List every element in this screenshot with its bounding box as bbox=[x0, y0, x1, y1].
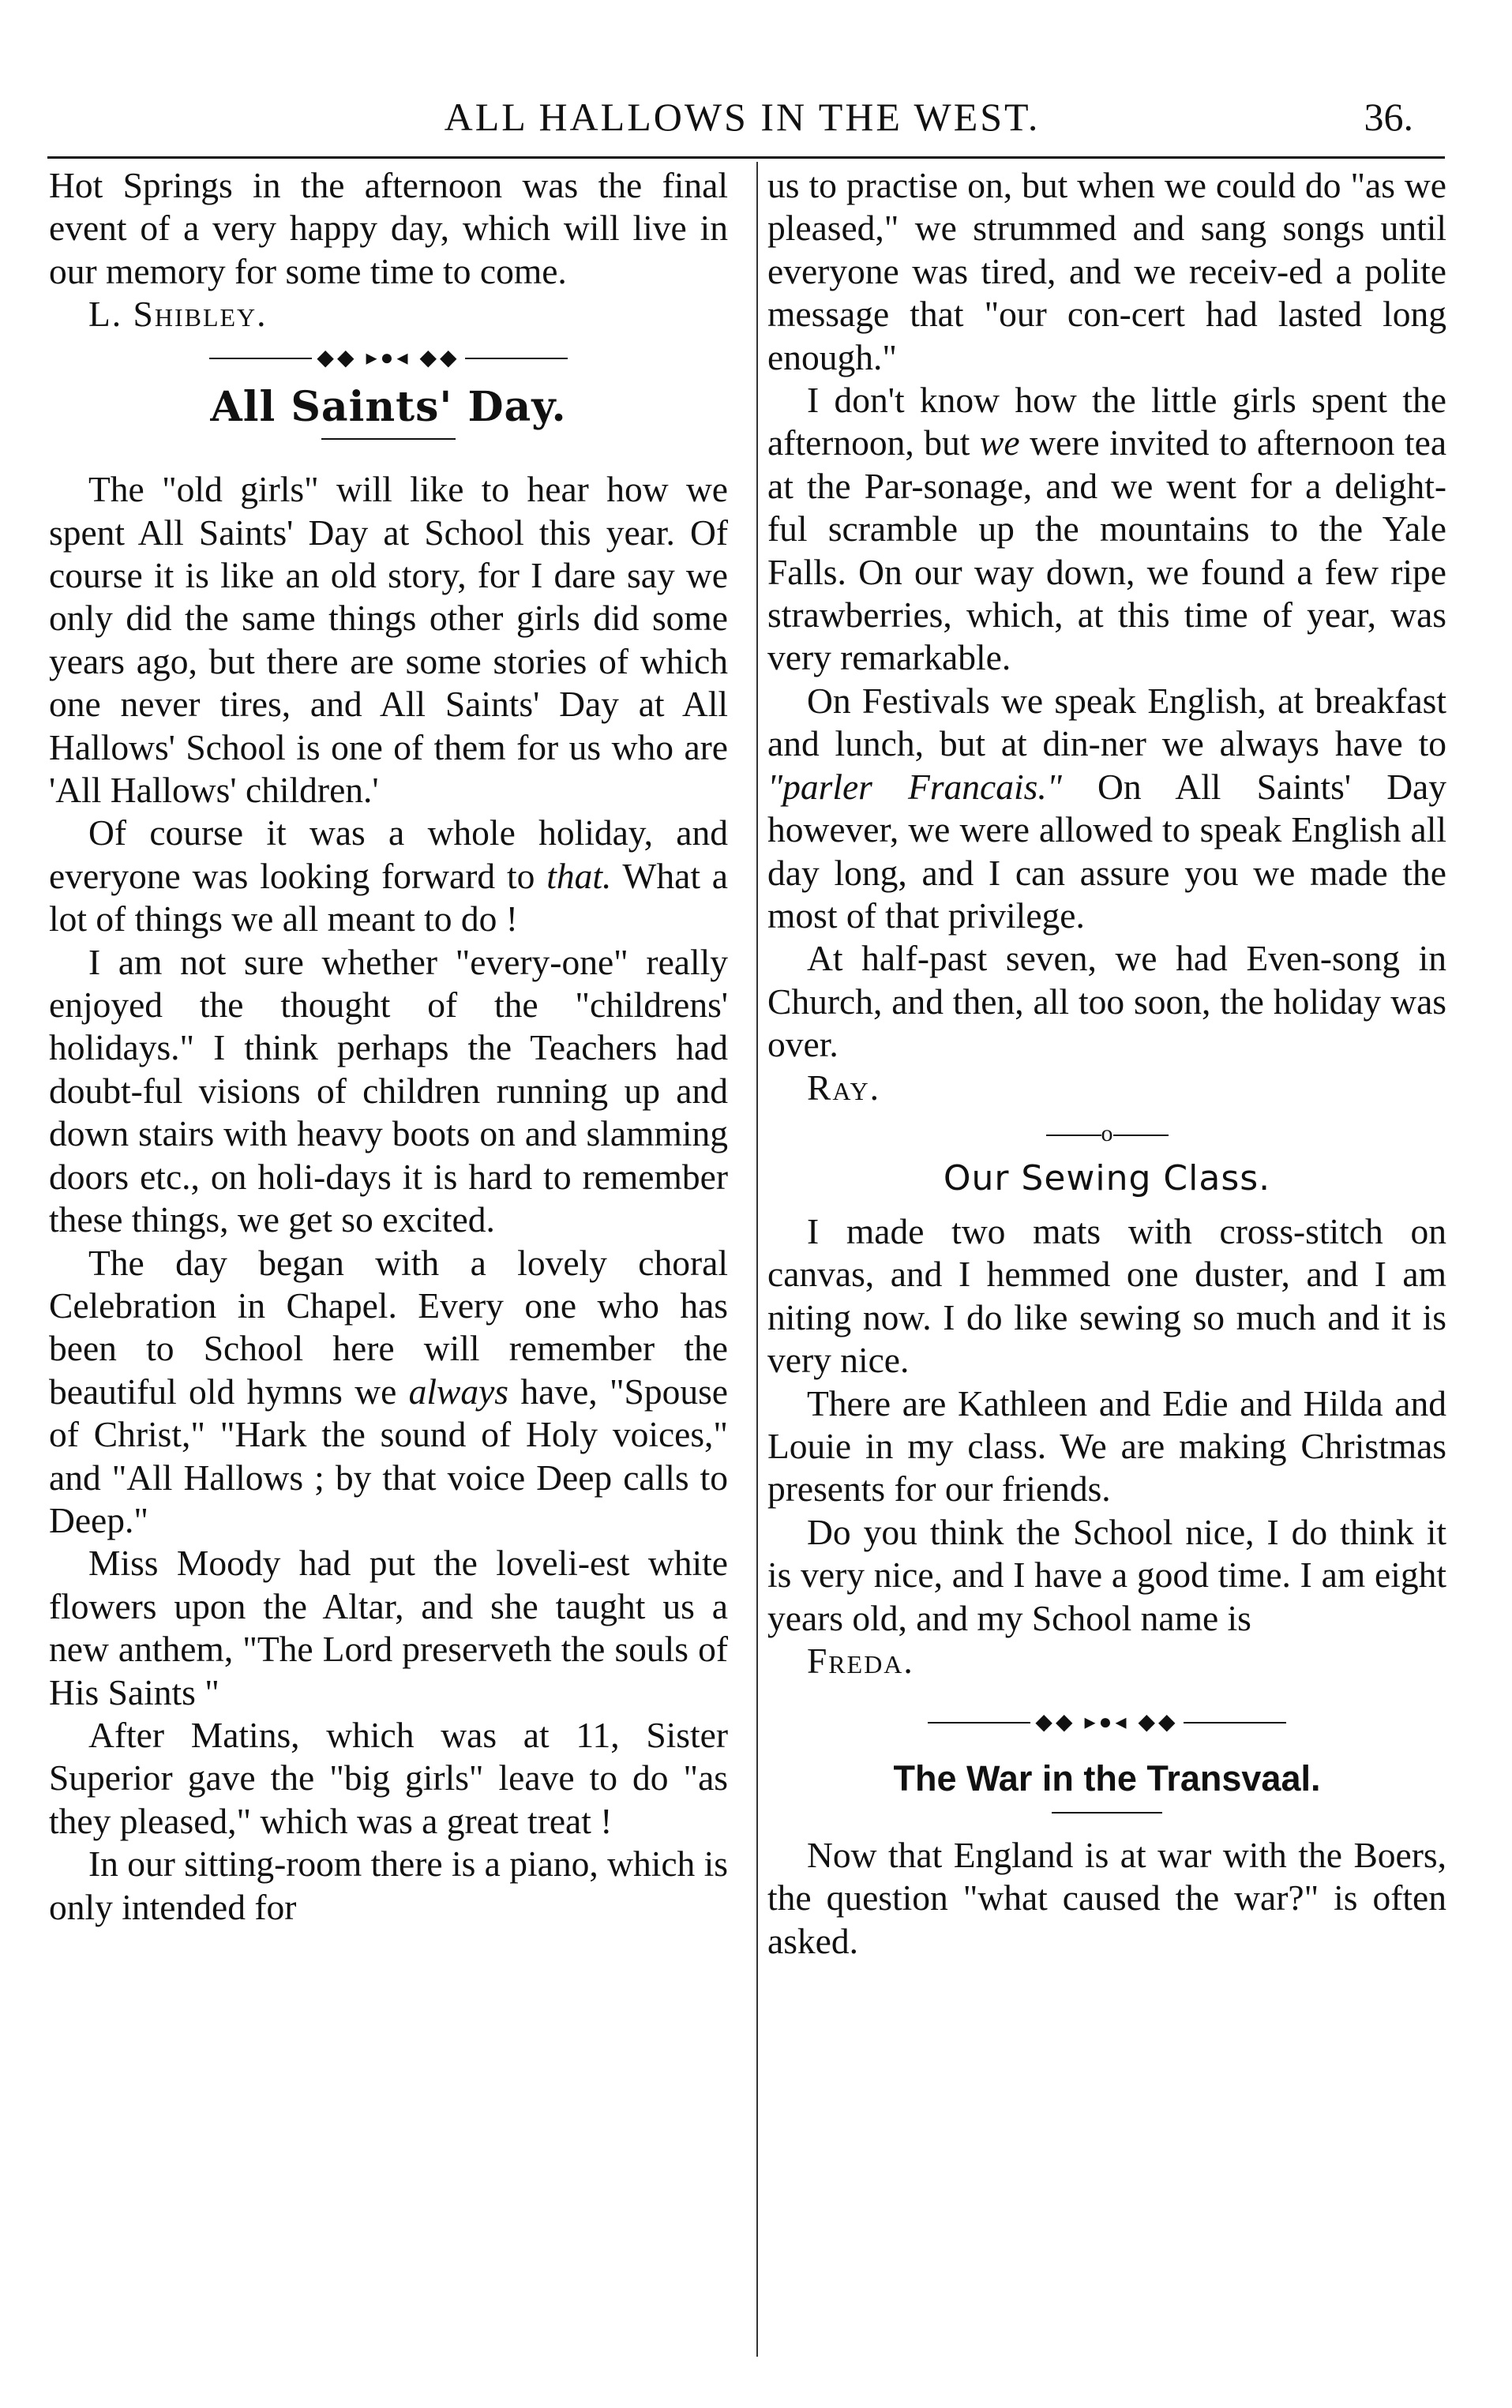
running-title: ALL HALLOWS IN THE WEST. bbox=[444, 95, 1041, 139]
sewing-paragraph: I made two mats with cross-stitch on canvas, and I hemmed one duster, and I am niting now. I do like sewing so much and it is very nice. bbox=[767, 1210, 1446, 1381]
article-paragraph: I am not sure whether "every-one" really enjoyed the thought of the "childrens' holidays." I think perhaps the Teachers had doubt-ful visions of children running up and down stairs with heavy boots on and slamming doors etc., on holi-days it is hard to remember these things, we get so excited. bbox=[49, 941, 728, 1240]
ornament-line-right bbox=[1184, 1722, 1286, 1723]
right-column bbox=[767, 164, 1446, 1963]
page-number: 36. bbox=[1364, 95, 1413, 139]
ornament-line-left bbox=[928, 1722, 1030, 1723]
sewing-paragraph: Do you think the School nice, I do think it is very nice, and I have a good time. I am eight years old, and my School name is bbox=[767, 1511, 1446, 1638]
divider-o: o bbox=[1101, 1120, 1113, 1146]
ornament-glyph: ◆◆ ▸●◂ ◆◆ bbox=[317, 346, 460, 371]
title-underline bbox=[321, 438, 456, 440]
article-paragraph: The "old girls" will like to hear how we spent All Saints' Day at School this year. Of course it is like an old story, for I dare say we only did the same things other girls did some years ago, but there are some stories of which one never tires, and All Saints' Day at All Hallows' School is one of them for us who are 'All Hallows' children.' bbox=[49, 469, 728, 811]
o-divider bbox=[767, 1112, 1446, 1155]
article-paragraph bbox=[49, 1242, 728, 1543]
ornament-line-left bbox=[209, 358, 312, 359]
intro-signature: L. Shibley. bbox=[88, 294, 268, 335]
article-paragraph bbox=[767, 680, 1446, 937]
title-underline bbox=[1052, 1812, 1162, 1814]
paragraph-text: On Festivals we speak English, at breakfast and lunch, but at din-ner we always have to bbox=[767, 680, 1446, 764]
paragraph-text: On All Saints' Day however, we were allowed to speak English all day long, and I can assure you we made the most of that privilege. bbox=[767, 766, 1446, 936]
sewing-paragraph: There are Kathleen and Edie and Hilda and Louie in my class. We are making Christmas presents for our friends. bbox=[767, 1382, 1446, 1510]
intro-paragraph: Hot Springs in the afternoon was the final event of a very happy day, which will live in our memory for some time to come. bbox=[49, 165, 728, 291]
sewing-class-title: Our Sewing Class. bbox=[943, 1157, 1271, 1198]
war-article-title: The War in the Transvaal. bbox=[893, 1757, 1321, 1798]
paragraph-text: were invited to afternoon tea at the Par-sonage, and we went for a delight-ful scramble up the mountains to the Yale Falls. On our way down, we found a few ripe strawberries, which, at this time of year, was very remarkable. bbox=[767, 422, 1447, 678]
war-paragraph: Now that England is at war with the Boers, the question "what caused the war?" is often asked. bbox=[767, 1834, 1446, 1961]
divider-line-right bbox=[1113, 1135, 1169, 1136]
signature-ray: Ray. bbox=[807, 1067, 881, 1108]
section-ornament bbox=[767, 1700, 1446, 1744]
emphasis-text: we bbox=[980, 422, 1020, 463]
emphasis-text: that. bbox=[546, 855, 612, 896]
paragraph-text: have, "Spouse of Christ," "Hark the sound of Holy voices," and "All Hallows ; by that voice Deep calls to Deep." bbox=[49, 1371, 729, 1540]
divider-line-left bbox=[1046, 1135, 1101, 1136]
paragraph-text: The day began with a lovely choral Celebration in Chapel. Every one who has been to School here will remember the beautiful old hymns we bbox=[49, 1242, 728, 1412]
article-paragraph bbox=[49, 812, 728, 940]
paragraph-text: What a lot of things we all meant to do ! bbox=[49, 855, 729, 940]
column-divider bbox=[756, 162, 758, 2357]
signature-freda: Freda. bbox=[807, 1641, 914, 1681]
left-column bbox=[49, 164, 728, 1929]
emphasis-text: "parler Francais." bbox=[767, 766, 1062, 807]
article-paragraph: At half-past seven, we had Even-song in Church, and then, all too soon, the holiday was over. bbox=[767, 938, 1446, 1065]
article-paragraph: Miss Moody had put the loveli-est white flowers upon the Altar, and she taught us a new anthem, "The Lord preserveth the souls of His Saints " bbox=[49, 1543, 728, 1712]
article-paragraph bbox=[767, 379, 1446, 680]
ornament-line-right bbox=[465, 358, 568, 359]
article-title-all-saints: All Saints' Day. bbox=[210, 383, 567, 432]
emphasis-text: always bbox=[408, 1371, 509, 1412]
article-paragraph: In our sitting-room there is a piano, which is only intended for bbox=[49, 1844, 729, 1927]
header-rule bbox=[47, 156, 1445, 159]
running-head bbox=[47, 93, 1461, 148]
paragraph-text: I don't know how the little girls spent the afternoon, but bbox=[767, 380, 1446, 463]
article-paragraph: After Matins, which was at 11, Sister Superior gave the "big girls" leave to do "as they pleased," which was a great treat ! bbox=[49, 1714, 728, 1841]
section-ornament bbox=[49, 336, 728, 381]
article-paragraph: us to practise on, but when we could do "as we pleased," we strummed and sang songs until everyone was tired, and we receiv-ed a polite message that "our con-cert had lasted long enough." bbox=[767, 165, 1446, 377]
ornament-glyph: ◆◆ ▸●◂ ◆◆ bbox=[1035, 1709, 1179, 1735]
paragraph-text: Of course it was a whole holiday, and everyone was looking forward to bbox=[49, 812, 728, 896]
